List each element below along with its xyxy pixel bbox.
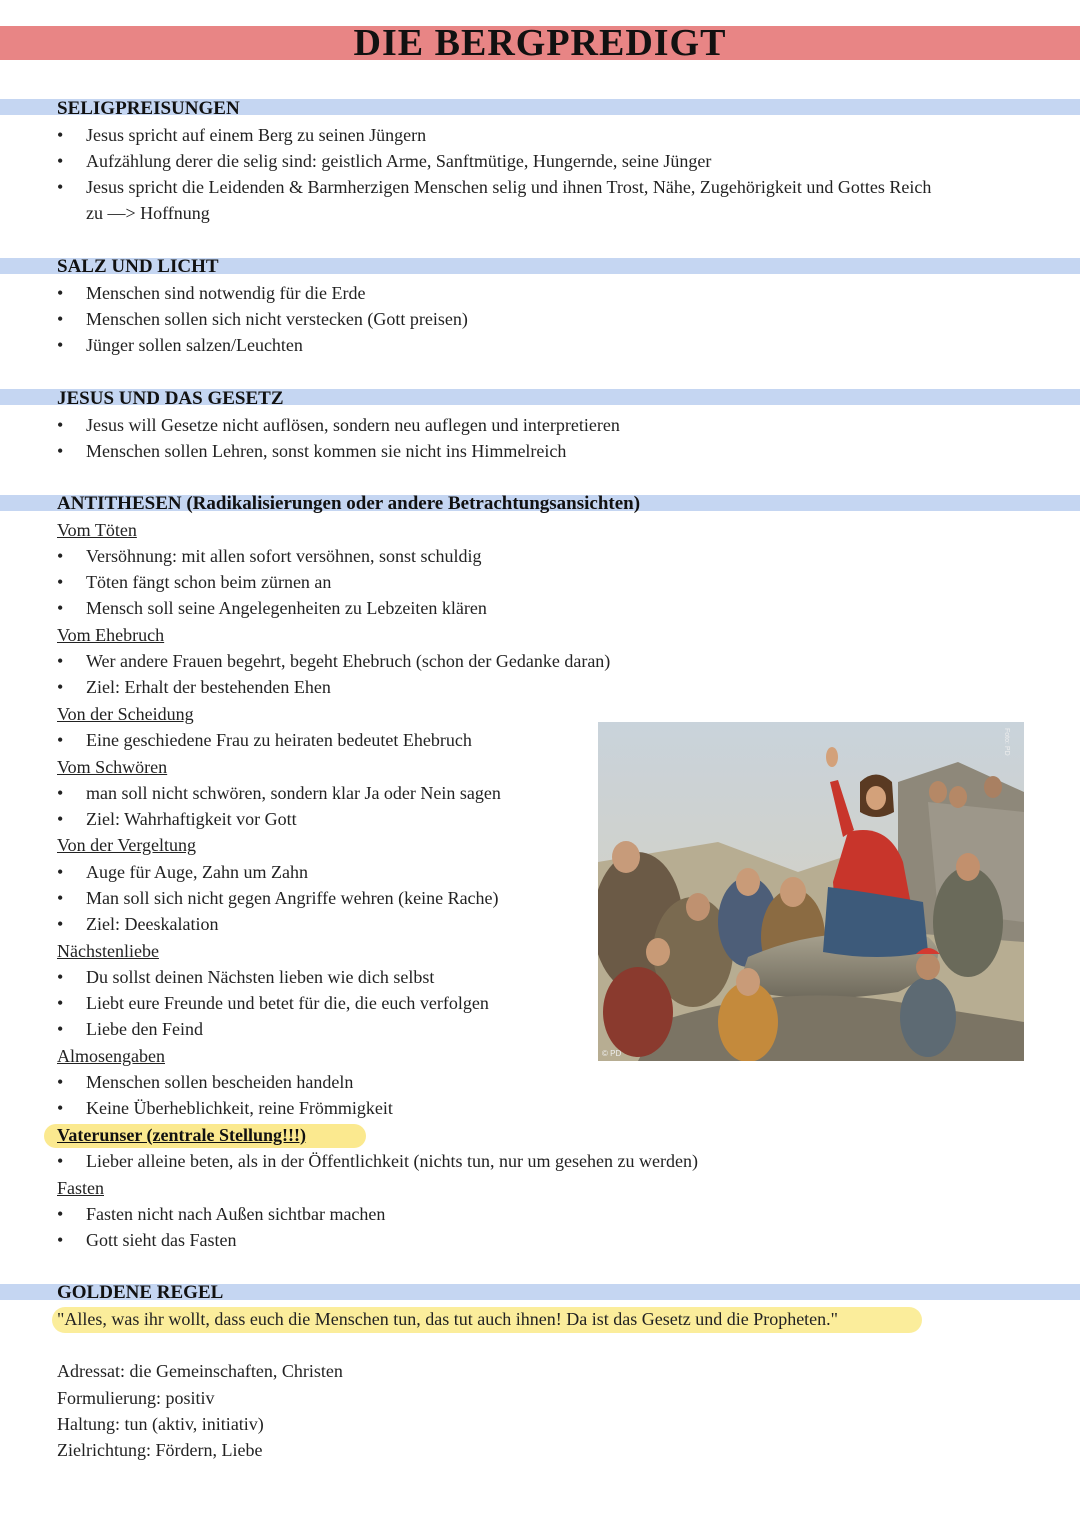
subheading-von-der-vergeltung: Von der Vergeltung xyxy=(57,835,196,855)
list-item: • Keine Überheblichkeit, reine Frömmigkeit xyxy=(57,1098,393,1118)
image-credit: © PD xyxy=(602,1049,622,1058)
list-item: • Menschen sollen sich nicht verstecken (Gott preisen) xyxy=(57,309,468,329)
subheading-vom-schwoeren: Vom Schwören xyxy=(57,757,168,777)
subheading-vaterunser: Vaterunser (zentrale Stellung!!!) xyxy=(57,1125,306,1145)
list-item: • Aufzählung derer die selig sind: geistlich Arme, Sanftmütige, Hungernde, seine Jünger xyxy=(57,151,712,171)
subheading-von-der-scheidung: Von der Scheidung xyxy=(57,704,194,724)
list-item: • Ziel: Erhalt der bestehenden Ehen xyxy=(57,677,331,697)
list-item-continuation: zu —> Hoffnung xyxy=(86,203,210,223)
image-credit: Foto: PD xyxy=(1003,728,1010,756)
heading-antithesen: ANTITHESEN (Radikalisierungen oder andere Betrachtungsansichten) xyxy=(57,493,641,514)
list-item: • man soll nicht schwören, sondern klar Ja oder Nein sagen xyxy=(57,783,501,803)
list-item: • Menschen sind notwendig für die Erde xyxy=(57,283,366,303)
list-item: • Jesus spricht auf einem Berg zu seinen Jüngern xyxy=(57,125,427,145)
list-item: • Ziel: Wahrhaftigkeit vor Gott xyxy=(57,809,297,829)
heading-salz-und-licht: SALZ UND LICHT xyxy=(57,256,219,277)
golden-rule-quote: "Alles, was ihr wollt, dass euch die Menschen tun, das tut auch ihnen! Da ist das Gesetz und die Propheten." xyxy=(57,1309,839,1329)
subheading-almosengaben: Almosengaben xyxy=(57,1046,165,1066)
info-line: Zielrichtung: Fördern, Liebe xyxy=(57,1440,263,1460)
list-item: • Versöhnung: mit allen sofort versöhnen, sonst schuldig xyxy=(57,546,482,566)
list-item: • Liebt eure Freunde und betet für die, die euch verfolgen xyxy=(57,993,489,1013)
list-item: • Mensch soll seine Angelegenheiten zu Lebzeiten klären xyxy=(57,598,487,618)
list-item: • Menschen sollen bescheiden handeln xyxy=(57,1072,354,1092)
subheading-naechstenliebe: Nächstenliebe xyxy=(57,941,159,961)
subheading-fasten: Fasten xyxy=(57,1178,104,1198)
page-title: DIE BERGPREDIGT xyxy=(353,22,727,64)
info-line: Formulierung: positiv xyxy=(57,1388,215,1408)
list-item: • Eine geschiedene Frau zu heiraten bedeutet Ehebruch xyxy=(57,730,472,750)
heading-seligpreisungen: SELIGPREISUNGEN xyxy=(57,98,240,119)
list-item: • Jesus spricht die Leidenden & Barmherzigen Menschen selig und ihnen Trost, Nähe, Zugehörigkeit und Gottes Reich xyxy=(57,177,932,197)
list-item: • Liebe den Feind xyxy=(57,1019,203,1039)
list-item: • Ziel: Deeskalation xyxy=(57,914,219,934)
info-line: Haltung: tun (aktiv, initiativ) xyxy=(57,1414,264,1434)
list-item: • Töten fängt schon beim zürnen an xyxy=(57,572,332,592)
list-item: • Jünger sollen salzen/Leuchten xyxy=(57,335,303,355)
subheading-vom-toeten: Vom Töten xyxy=(57,520,137,540)
list-item: • Gott sieht das Fasten xyxy=(57,1230,237,1250)
info-line: Adressat: die Gemeinschaften, Christen xyxy=(57,1361,343,1381)
list-item: • Du sollst deinen Nächsten lieben wie dich selbst xyxy=(57,967,435,987)
list-item: • Auge für Auge, Zahn um Zahn xyxy=(57,862,308,882)
heading-jesus-und-das-gesetz: JESUS UND DAS GESETZ xyxy=(57,388,284,409)
list-item: • Lieber alleine beten, als in der Öffentlichkeit (nichts tun, nur um gesehen zu werden) xyxy=(57,1151,698,1171)
list-item: • Fasten nicht nach Außen sichtbar machen xyxy=(57,1204,386,1224)
list-item: • Wer andere Frauen begehrt, begeht Ehebruch (schon der Gedanke daran) xyxy=(57,651,611,671)
heading-goldene-regel: GOLDENE REGEL xyxy=(57,1282,224,1303)
list-item: • Jesus will Gesetze nicht auflösen, sondern neu auflegen und interpretieren xyxy=(57,415,620,435)
sermon-painting xyxy=(598,722,1024,1061)
list-item: • Man soll sich nicht gegen Angriffe wehren (keine Rache) xyxy=(57,888,499,908)
list-item: • Menschen sollen Lehren, sonst kommen sie nicht ins Himmelreich xyxy=(57,441,567,461)
subheading-vom-ehebruch: Vom Ehebruch xyxy=(57,625,165,645)
